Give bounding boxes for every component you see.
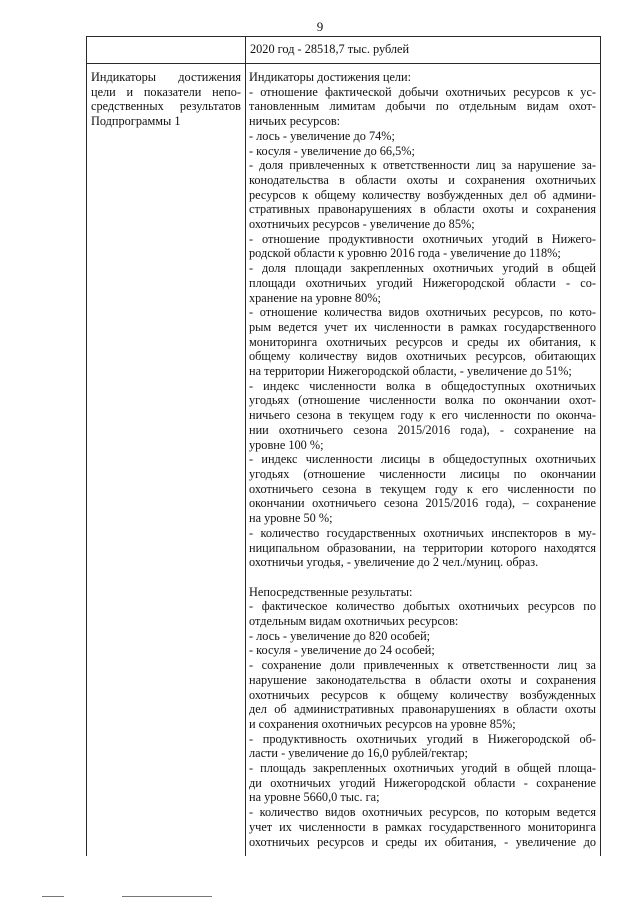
indicator-text-line: - количество видов охотничьих ресурсов, по которым ведется bbox=[249, 805, 596, 820]
indicator-text-line: - отношение количества видов охотничьих ресурсов, по кото- bbox=[249, 305, 596, 320]
indicator-text-line: учет их численности в рамках государственного мониторинга bbox=[249, 819, 596, 834]
indicator-text-line: - индекс численности волка в общедоступных охотничьих bbox=[249, 378, 596, 393]
page-number: 9 bbox=[316, 19, 324, 34]
indicators-content-cell bbox=[249, 70, 596, 849]
indicator-text-line: - косуля - увеличение до 24 особей; bbox=[249, 643, 435, 658]
indicator-text-line: ниципальном образовании, на территории которого находятся bbox=[249, 540, 596, 555]
indicator-text-line: отдельным видам охотничьих ресурсов: bbox=[249, 614, 459, 628]
indicator-text-line: дел об административных правонарушениях в области охоты bbox=[249, 702, 596, 717]
indicator-text-line: на уровне 5660,0 тыс. га; bbox=[249, 790, 380, 805]
indicator-text-line: охотничьих ресурсов и среды их обитания, - увеличение до bbox=[249, 834, 596, 849]
indicator-text-line: - индекс численности лисицы в общедоступных охотничьих bbox=[249, 452, 596, 467]
indicator-text-line: окончании охотничьего сезона 2015/2016 года), – сохранение bbox=[249, 496, 596, 511]
indicator-text-line: на территории Нижегородской области, - увеличение до 51%; bbox=[249, 364, 572, 379]
indicator-text-line: Непосредственные результаты: bbox=[249, 584, 413, 599]
indicator-text-line: охотничьего сезона в текущем году к его численности по bbox=[249, 481, 596, 496]
indicator-text-line: Индикаторы достижения цели: bbox=[249, 70, 412, 84]
indicator-text-line: угодьях (отношение численности лисицы по окончании bbox=[249, 466, 596, 481]
budget-2020-text: 2020 год - 28518,7 тыс. рублей bbox=[250, 42, 410, 56]
top-row-right-cell bbox=[250, 42, 596, 57]
indicator-text-line: ди охотничьих угодий Нижегородской области - сохранение bbox=[249, 775, 596, 790]
table-top-border bbox=[86, 36, 601, 37]
indicator-text-line: ласти - увеличение до 16,0 рублей/гектар; bbox=[249, 746, 468, 761]
indicator-text-line: - фактическое количество добытых охотничьих ресурсов по bbox=[249, 599, 596, 614]
indicator-text-line: хранение на уровне 80%; bbox=[249, 290, 381, 305]
indicator-text-line: - отношение продуктивности охотничьих угодий в Нижего- bbox=[249, 231, 596, 246]
indicator-text-line: тановленным лимитам добычи по отдельным видам охот- bbox=[249, 99, 596, 114]
indicator-text-line: и сохранения охотничьих ресурсов на уровне 85%; bbox=[249, 716, 516, 731]
indicator-text-line: - доля площади закрепленных охотничьих угодий в общей bbox=[249, 261, 596, 276]
table-right-border bbox=[600, 36, 601, 856]
indicator-text-line: мониторинга охотничьих ресурсов и среды их обитания, к bbox=[249, 334, 596, 349]
indicator-text-line: общему количеству видов охотничьих ресурсов, обитающих bbox=[249, 349, 596, 364]
indicator-label-line: Подпрограммы 1 bbox=[91, 114, 181, 129]
indicator-text-line: ничьих ресурсов: bbox=[249, 114, 341, 129]
indicators-label-cell bbox=[91, 70, 241, 129]
indicator-text-line: - количество государственных охотничьих инспекторов в му- bbox=[249, 525, 596, 540]
indicator-text-line: - лось - увеличение до 74%; bbox=[249, 128, 395, 143]
indicator-text-line: на уровне 50 %; bbox=[249, 511, 333, 526]
indicator-text-line: охотничьи угодья, - увеличение до 2 чел./муниц. образ. bbox=[249, 555, 539, 570]
indicator-text-line: площади охотничьих угодий Нижегородской области - со- bbox=[249, 275, 596, 290]
indicator-text-line bbox=[249, 570, 596, 585]
column-divider bbox=[245, 36, 246, 856]
scan-artifact bbox=[42, 896, 64, 897]
indicator-text-line: - площадь закрепленных охотничьих угодий в общей площа- bbox=[249, 761, 596, 776]
indicator-text-line: охотничьих ресурсов - увеличение до 85%; bbox=[249, 217, 475, 232]
indicator-text-line: - лось - увеличение до 820 особей; bbox=[249, 628, 431, 643]
indicator-text-line: ничьего сезона в текущем году к его численности по оконча- bbox=[249, 408, 596, 423]
indicator-text-line: нии охотничьего сезона 2015/2016 года), - сохранение на bbox=[249, 422, 596, 437]
indicator-text-line: - продуктивность охотничьих угодий в Нижегородской об- bbox=[249, 731, 596, 746]
indicator-text-line: угодьях (отношение численности волка по окончании охот- bbox=[249, 393, 596, 408]
scan-artifact bbox=[122, 896, 212, 897]
indicator-text-line: нарушение законодательства в области охоты и сохранения bbox=[249, 672, 596, 687]
indicator-text-line: уровне 100 %; bbox=[249, 437, 324, 452]
indicator-text-line: стративных правонарушениях в области охоты и сохранения bbox=[249, 202, 596, 217]
indicator-label-line: средственных результатов bbox=[91, 99, 241, 114]
indicator-text-line: - отношение фактической добычи охотничьих ресурсов к ус- bbox=[249, 84, 596, 99]
indicator-label-line: Индикаторы достижения bbox=[91, 70, 241, 84]
indicator-text-line: ресурсов к общему количеству возбужденных дел об админи- bbox=[249, 187, 596, 202]
row-divider bbox=[86, 63, 601, 64]
indicator-label-line: цели и показатели непо- bbox=[91, 84, 241, 99]
indicator-text-line: охотничьих ресурсов к общему количеству возбужденных bbox=[249, 687, 596, 702]
indicator-text-line: - косуля - увеличение до 66,5%; bbox=[249, 143, 415, 158]
indicator-text-line: - доля привлеченных к ответственности лиц за нарушение за- bbox=[249, 158, 596, 173]
indicator-text-line: рым ведется учет их численности в рамках государственного bbox=[249, 319, 596, 334]
indicator-text-line: родской области к уровню 2016 года - увеличение до 118%; bbox=[249, 246, 561, 261]
table-left-border bbox=[86, 36, 87, 856]
indicator-text-line: конодательства в области охоты и сохранения охотничьих bbox=[249, 172, 596, 187]
indicator-text-line: - сохранение доли привлеченных к ответственности лиц за bbox=[249, 658, 596, 673]
